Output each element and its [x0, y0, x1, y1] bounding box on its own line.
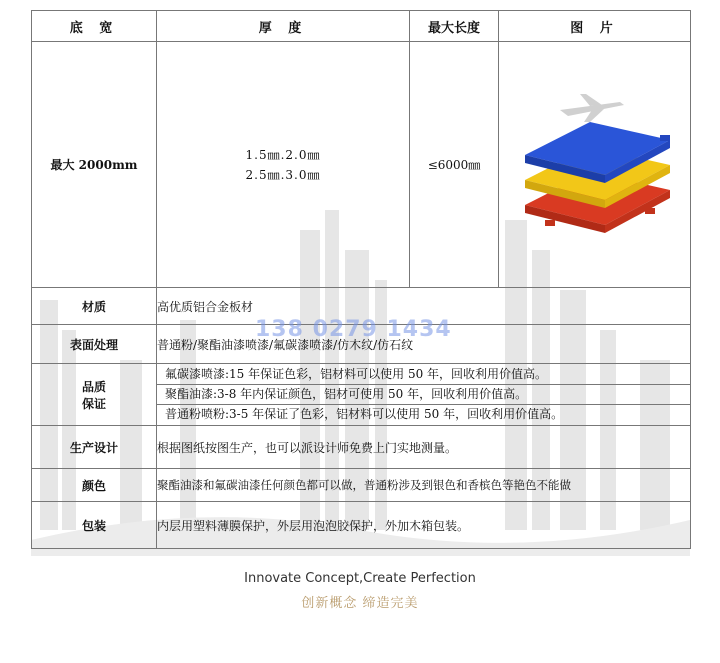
- aluminum-panel-image: [510, 80, 680, 250]
- table-row-production: [32, 426, 691, 469]
- width-value: 最大 2000mm: [32, 42, 157, 288]
- thickness-line: 1.5㎜.2.0㎜: [245, 147, 321, 162]
- header-max-length: 最大长度: [410, 11, 499, 42]
- production-value: 根据图纸按图生产，也可以派设计师免费上门实地测量。: [157, 426, 691, 469]
- table-row-packaging: [32, 502, 691, 549]
- production-label: 生产设计: [32, 426, 157, 469]
- header-thickness: 厚 度: [157, 11, 410, 42]
- table-row-quality: [32, 364, 691, 426]
- packaging-value: 内层用塑料薄膜保护，外层用泡泡胶保护，外加木箱包装。: [157, 502, 691, 549]
- color-label: 颜色: [32, 469, 157, 502]
- material-label: 材质: [32, 288, 157, 325]
- slogan-chinese: 创新概念 缔造完美: [301, 596, 419, 611]
- thickness-line: 2.5㎜.3.0㎜: [245, 167, 321, 182]
- quality-label-line: 品质: [81, 379, 106, 394]
- product-picture-cell: [499, 42, 691, 288]
- surface-label: 表面处理: [32, 325, 157, 364]
- quality-line: 聚酯油漆:3-8 年内保证颜色，铝材可使用 50 年，回收利用价值高。: [157, 385, 690, 405]
- quality-lines: [157, 364, 691, 426]
- table-row: [32, 42, 691, 288]
- length-value: ≤6000㎜: [410, 42, 499, 288]
- color-value: 聚酯油漆和氟碳油漆任何颜色都可以做，普通粉涉及到银色和香槟色等艳色不能做: [157, 469, 691, 502]
- phone-watermark: 138 0279 1434: [255, 317, 452, 342]
- table-row-color: [32, 469, 691, 502]
- header-picture: 图 片: [499, 11, 691, 42]
- airplane-icon: [560, 94, 624, 122]
- quality-label: [32, 364, 157, 426]
- surface-value: 普通粉/聚酯油漆喷漆/氟碳漆喷漆/仿木纹/仿石纹: [157, 325, 691, 364]
- thickness-cell: [157, 42, 410, 288]
- material-value: 高优质铝合金板材: [157, 288, 691, 325]
- header-width: 底 宽: [32, 11, 157, 42]
- quality-line: 普通粉喷粉:3-5 年保证了色彩，铝材料可以使用 50 年，回收利用价值高。: [165, 407, 564, 421]
- slogan-english: Innovate Concept,Create Perfection: [244, 571, 476, 586]
- quality-label-line: 保证: [81, 396, 106, 411]
- packaging-label: 包装: [32, 502, 157, 549]
- table-header-row: [32, 11, 691, 42]
- quality-line: 氟碳漆喷漆:15 年保证色彩，铝材料可以使用 50 年，回收利用价值高。: [157, 365, 690, 385]
- spec-table: [31, 10, 691, 549]
